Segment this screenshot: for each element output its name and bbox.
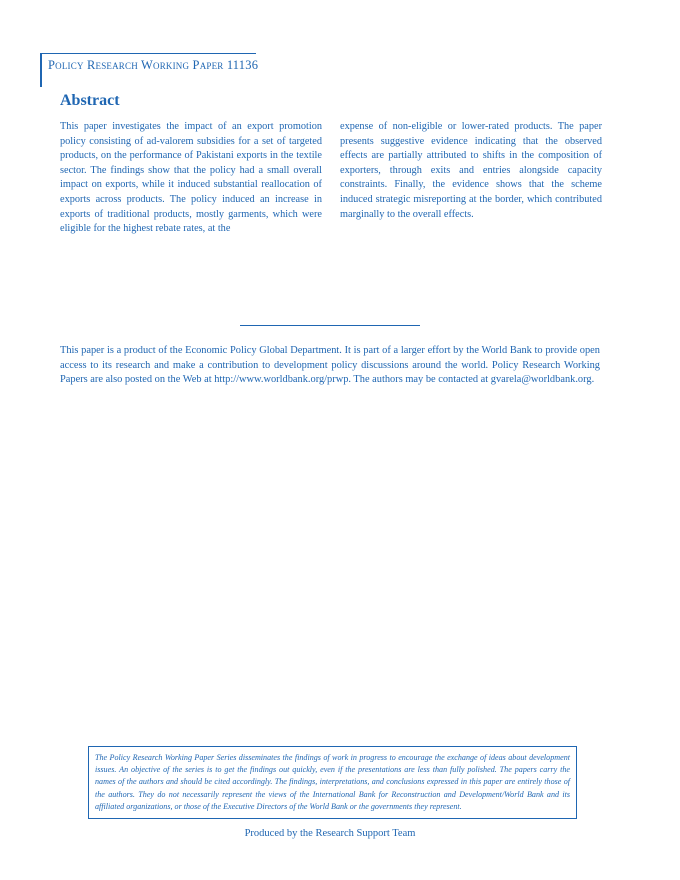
- abstract-column-left: This paper investigates the impact of an export promotion policy consisting of ad-valorem subsidies for a set of targeted products, on the performance of Pakistani exports in the textile sector. The findings show that the policy had a small overall impact on exports, while it induced substantial reallocation of exports across products. The policy induced an increase in exports of traditional products, mostly garments, which were eligible for the highest rebate rates, at the: [60, 121, 322, 235]
- series-header: [40, 53, 259, 87]
- abstract-heading: Abstract: [60, 92, 120, 109]
- disclaimer-box: [88, 746, 577, 819]
- product-note: This paper is a product of the Economic Policy Global Department. It is part of a larger effort by the World Bank to provide open access to its research and make a contribution to development policy discussions around the world. Policy Research Working Papers are also posted on the Web at http://www.worldbank.org/prwp. The authors may be contacted at gvarela@worldbank.org.: [60, 345, 600, 386]
- disclaimer-text: The Policy Research Working Paper Series disseminates the findings of work in progress to encourage the exchange of ideas about development issues. An objective of the series is to get the findings out quickly, even if the presentations are less than fully polished. The papers carry the names of the authors and should be cited accordingly. The findings, interpretations, and conclusions expressed in this paper are entirely those of the authors. They do not necessarily represent the views of the International Bank for Reconstruction and Development/World Bank and its affiliated organizations, or those of the Executive Directors of the World Bank or the governments they represent.: [95, 753, 570, 811]
- footer-credit: Produced by the Research Support Team: [244, 828, 416, 839]
- abstract-column-right: expense of non-eligible or lower-rated products. The paper presents suggestive evidence indicating that the observed effects are partially attributed to shifts in the composition of exporters, through exits and entries alongside capacity constraints. Finally, the evidence shows that the scheme induced strategic misreporting at the border, which contributed marginally to the overall effects.: [340, 121, 602, 220]
- section-divider: [240, 325, 420, 326]
- series-title: Policy Research Working Paper 11136: [48, 58, 259, 72]
